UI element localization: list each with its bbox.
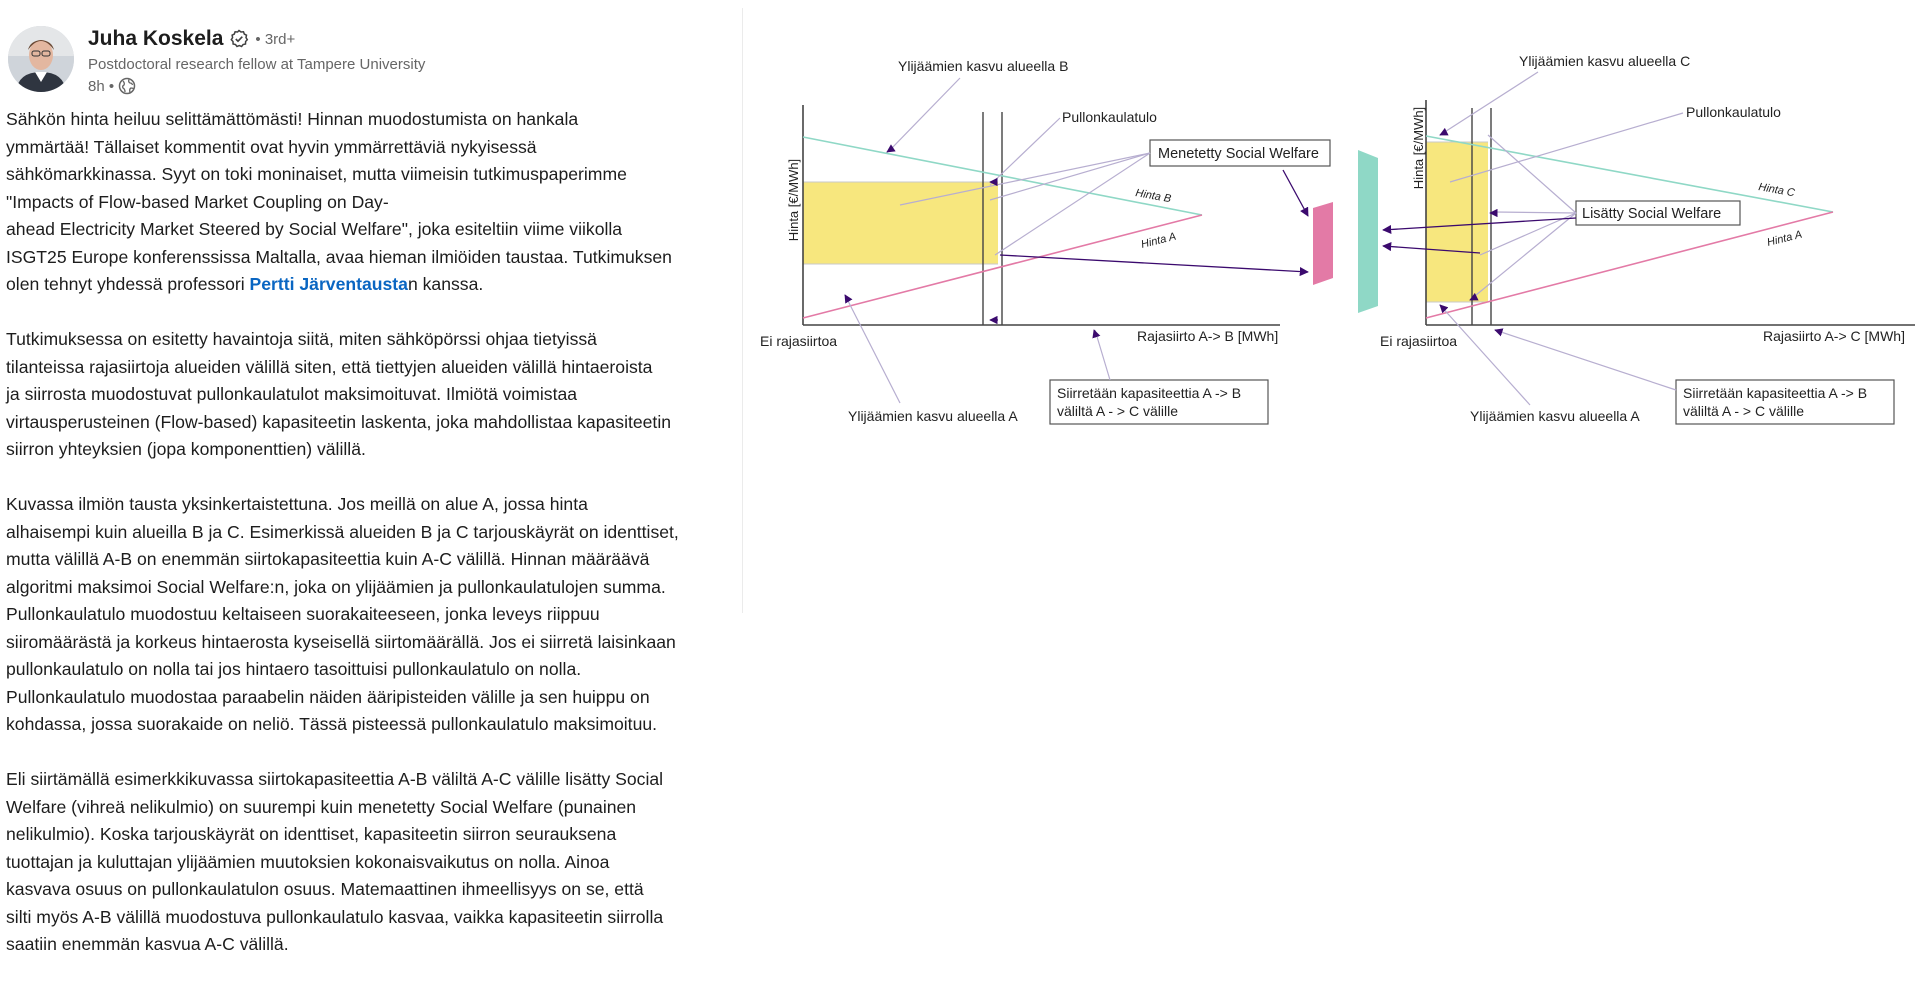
post-paragraph-2: Tutkimuksessa on esitetty havaintoja siitä, miten sähköpörssi ohjaa tietyissä tilanteissa rajasiirtoja alueiden välillä siten, että tiettyjen alueiden välillä hintaeroista ja siirrosta muodostuvat pullonkaulatulot maksimoituvat. Ilmiötä voimistaa virtausperusteinen (Flow-based) kapasiteetin laskenta, joka mahdollistaa kapasiteetin siirron yhteyksien (jopa komponenttien) välillä. [6,329,672,459]
post-image[interactable] [750,0,1920,460]
diagram [750,0,1920,460]
left-y-label: Hinta [€/MWh] [786,158,801,242]
right-shift-line2: väliltä A - > C välille [1683,403,1804,419]
post-paragraph-3: Kuvassa ilmiön tausta yksinkertaistettuna. Jos meillä on alue A, jossa hinta alhaisempi kuin alueilla B ja C. Esimerkissä alueiden B ja C tarjouskäyrät on identtiset, mutta välillä A-B on enemmän siirtokapasiteettia kuin A-C välillä. Hinnan määräävä algoritmi maksimoi Social Welfare:n, joka on ylijäämien ja pullonkaulatulojen summa. Pullonkaulatulo muodostuu keltaiseen suorakaiteeseen, jonka leveys riippuu siiromäärästä ja korkeus hintaerosta kyseisellä siirtomäärällä. Jos ei siirretä laisinkaan pullonkaulatulo on nolla tai jos hintaero tasoittuisi pullonkaulatulo on nolla. Pullonkaulatulo muodostaa paraabelin näiden ääripisteiden välille ja sen huippu on kohdassa, jossa suorakaide on neliö. Tässä pisteessä pullonkaulatulo maksimoituu. [6,494,679,734]
right-chart [1380,53,1915,424]
post-meta [88,77,728,95]
right-shift-line1: Siirretään kapasiteettia A -> B [1683,385,1868,401]
added-sw-label: Lisätty Social Welfare [1582,206,1722,222]
right-price-a-label: Hinta A [1765,228,1804,249]
added-sw-shape [1358,150,1378,313]
verified-icon [229,29,249,49]
left-congestion-label: Pullonkaulatulo [1062,109,1157,125]
post-body [6,106,736,986]
right-price-c-label: Hinta C [1757,181,1796,200]
post-paragraph-4: Eli siirtämällä esimerkkikuvassa siirtokapasiteettia A-B väliltä A-C välille lisätty Social Welfare (vihreä nelikulmio) on suurempi kuin menetetty Social Welfare (punainen nelikulmio). Koska tarjouskäyrät on identtiset, kapasiteetin siirron seurauksena tuottajan ja kuluttajan ylijäämien muutoksien kokonaisvaikutus on nolla. Ainoa kasvava osuus on pullonkaulatulon osuus. Matemaattinen ihmeellisyys on se, että silti myös A-B välillä muodostuva pullonkaulatulo kasvaa, vaikka kapasiteetin siirrolla saatiin enemmän kasvua A-C välillä. [6,769,664,954]
left-surplus-bottom-label: Ylijäämien kasvu alueella A [848,408,1018,424]
post-paragraph-1: Sähkön hinta heiluu selittämättömästi! Hinnan muodostumista on hankala ymmärtää! Tällaiset kommentit ovat hyvin ymmärrettäviä nykyisessä sähkömarkkinassa. Syyt on toki moninaiset, mutta viimeisin tutkimuspaperimme "Impacts of Flow-based Market Coupling on Day- ahead Electricity Market Steered by Social Welfare", joka esiteltiin viime viikolla ISGT25 Europe konferenssissa Maltalla, avaa hieman ilmiöiden taustaa. Tutkimuksen olen tehnyt yhdessä professori Pertti Järventaustan kanssa. [6,109,672,294]
left-surplus-top-label: Ylijäämien kasvu alueella B [898,58,1069,74]
right-surplus-top-label: Ylijäämien kasvu alueella C [1519,53,1691,69]
author-name[interactable]: Juha Koskela [88,27,224,50]
post-header [88,24,728,95]
left-price-b-label: Hinta B [1134,187,1173,206]
left-origin-label: Ei rajasiirtoa [760,333,838,349]
left-chart [760,58,1330,424]
right-origin-label: Ei rajasiirtoa [1380,333,1458,349]
left-congestion-rect [803,182,998,264]
right-congestion-rect [1426,142,1488,302]
author-headline: Postdoctoral research fellow at Tampere University [88,56,426,73]
lost-sw-label: Menetetty Social Welfare [1158,146,1319,162]
lost-sw-shape [1313,202,1333,285]
mention-link[interactable]: Pertti Järventausta [249,274,408,294]
person-photo-icon [8,26,74,92]
post-time: 8h • [88,77,115,95]
right-y-label: Hinta [€/MWh] [1411,106,1426,190]
left-shift-line1: Siirretään kapasiteettia A -> B [1057,385,1242,401]
right-congestion-label: Pullonkaulatulo [1686,104,1781,120]
left-shift-line2: väliltä A - > C välille [1057,403,1178,419]
column-divider [742,8,743,613]
right-x-label: Rajasiirto A-> C [MWh] [1763,328,1905,344]
right-surplus-bottom-label: Ylijäämien kasvu alueella A [1470,408,1640,424]
avatar[interactable] [8,26,74,92]
left-x-label: Rajasiirto A-> B [MWh] [1137,328,1279,344]
linkedin-post [0,0,740,953]
left-price-a-label: Hinta A [1139,230,1178,251]
connection-degree: • 3rd+ [255,30,296,48]
globe-icon [118,77,136,95]
